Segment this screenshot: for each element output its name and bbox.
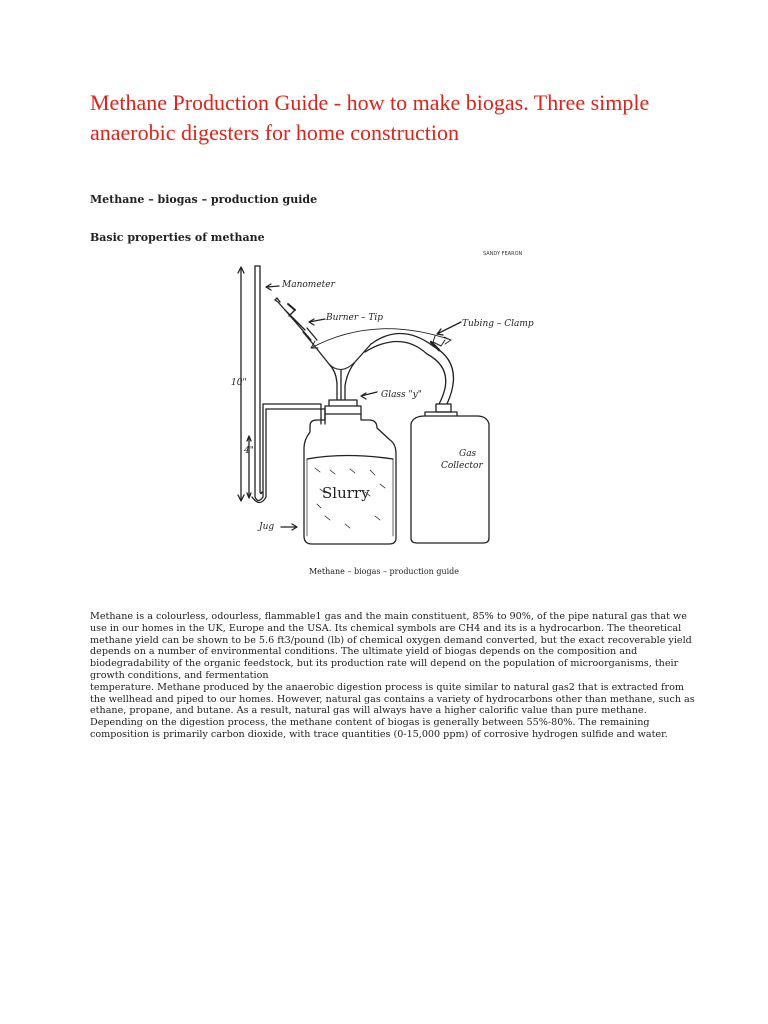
body-text [90,611,696,741]
burner-tip [275,298,311,340]
manometer-tube [252,266,325,503]
body-paragraph: Methane is a colourless, odourless, flammable1 gas and the main constituent, 85% to 90%, of the pipe natural gas that we use in our homes in the UK, Europe and the USA. Its chemical symbols are CH4 and its is a hydrocarbon. The theoretical methane yield can be shown to be 5.6 ft3/pound (lb) of chemical oxygen demand converted, but the exact recoverable yield depends on a number of environmental conditions. The ultimate yield of biogas depends on the composition and biodegradability of the organic feedstock, but its production rate will depend on the population of microorganisms, their growth conditions, and fermentation [90,611,692,681]
tubing-clamp-arrow [437,322,461,335]
tubing-clamp-label: Tubing – Clamp [462,319,534,329]
glass-y-label: Glass "y" [381,390,422,400]
figure-caption: Methane – biogas – production guide [308,567,460,576]
jug-slurry-container [304,400,396,544]
figure-credit: SANDY FEARON [483,251,523,257]
gas-collector-label-line2: Collector [441,461,483,471]
jug-label: Jug [259,522,275,532]
gas-collector-label-line1: Gas [459,449,477,459]
jug-arrow [281,524,297,530]
burner-tip-label: Burner – Tip [326,313,384,323]
body-paragraph: temperature. Methane produced by the anaerobic digestion process is quite similar to natural gas2 that is extracted from the wellhead and piped to our homes. However, natural gas contains a variety of hydrocarbons other than methane, such as ethane, propane, and butane. As a result, natural gas will always have a higher calorific value than pure methane. Depending on the digestion process, the methane content of biogas is generally between 55%-80%. The remaining composition is primarily carbon dioxide, with trace quantities (0-15,000 ppm) of corrosive hydrogen sulfide and water. [90,681,695,740]
burner-tip-arrow [309,319,325,325]
dimension-10-label: 10" [231,378,247,388]
dimension-4-label: 4" [244,446,254,456]
manometer-arrow [266,284,279,290]
section-heading-production-guide: Methane – biogas – production guide [90,193,318,206]
slurry-label: Slurry [322,484,370,502]
glass-y-connector [303,328,371,400]
glass-y-arrow [361,392,377,399]
biogas-digester-illustration [225,244,543,560]
document-title: Methane Production Guide - how to make biogas. Three simple anaerobic digesters for home construction [90,90,650,145]
manometer-label: Manometer [282,280,335,290]
gas-collector [411,404,489,543]
section-heading-basic-properties: Basic properties of methane [90,231,265,244]
